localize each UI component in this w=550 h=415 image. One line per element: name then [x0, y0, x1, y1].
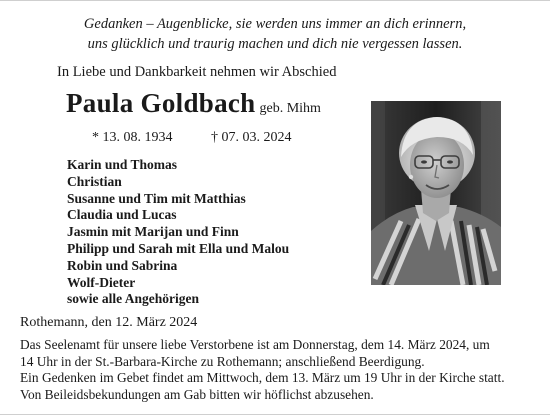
mourner-entry: Robin und Sabrina: [67, 257, 178, 273]
details-line: Ein Gedenken im Gebet findet am Mittwoch, dem 13. März um 19 Uhr in der Kirche statt.: [20, 370, 505, 386]
poem: [0, 14, 550, 54]
birth-name: geb. Mihm: [259, 101, 321, 116]
intro-text: In Liebe und Dankbarkeit nehmen wir Abschied: [57, 64, 337, 80]
details-line: Das Seelenamt für unsere liebe Verstorbene ist am Donnerstag, dem 14. März 2024, um: [20, 337, 490, 352]
mourner-entry: Claudia und Lucas: [67, 207, 177, 223]
mourner-entry: sowie alle Angehörigen: [67, 291, 199, 307]
details-line: 14 Uhr in der St.-Barbara-Kirche zu Rothemann; anschließend Beerdigung.: [20, 353, 425, 369]
mourner-entry: Karin und Thomas: [67, 157, 178, 172]
place-and-date: Rothemann, den 12. März 2024: [20, 315, 198, 330]
birth-date: * 13. 08. 1934: [92, 130, 173, 145]
mourner-entry: Jasmin mit Marijan und Finn: [67, 224, 239, 240]
mourner-entry: Susanne und Tim mit Matthias: [67, 190, 246, 206]
mourners-list: [67, 157, 289, 308]
mourner-entry: Philipp und Sarah mit Ella und Malou: [67, 240, 290, 256]
details-line: Von Beileidsbekundungen am Gab bitten wir höflichst abzusehen.: [20, 386, 374, 402]
deceased-name-line: [66, 88, 321, 119]
poem-line: uns glücklich und traurig machen und dich nie vergessen lassen.: [87, 36, 463, 52]
service-details: [20, 337, 535, 403]
portrait-photo: [371, 101, 501, 285]
mourner-entry: Wolf-Dieter: [67, 274, 136, 290]
death-date: † 07. 03. 2024: [211, 130, 292, 145]
mourner-entry: Christian: [67, 173, 122, 189]
deceased-name: Paula Goldbach: [66, 88, 256, 118]
poem-line: Gedanken – Augenblicke, sie werden uns immer an dich erinnern,: [83, 16, 467, 32]
portrait-photo-icon: [371, 101, 501, 285]
